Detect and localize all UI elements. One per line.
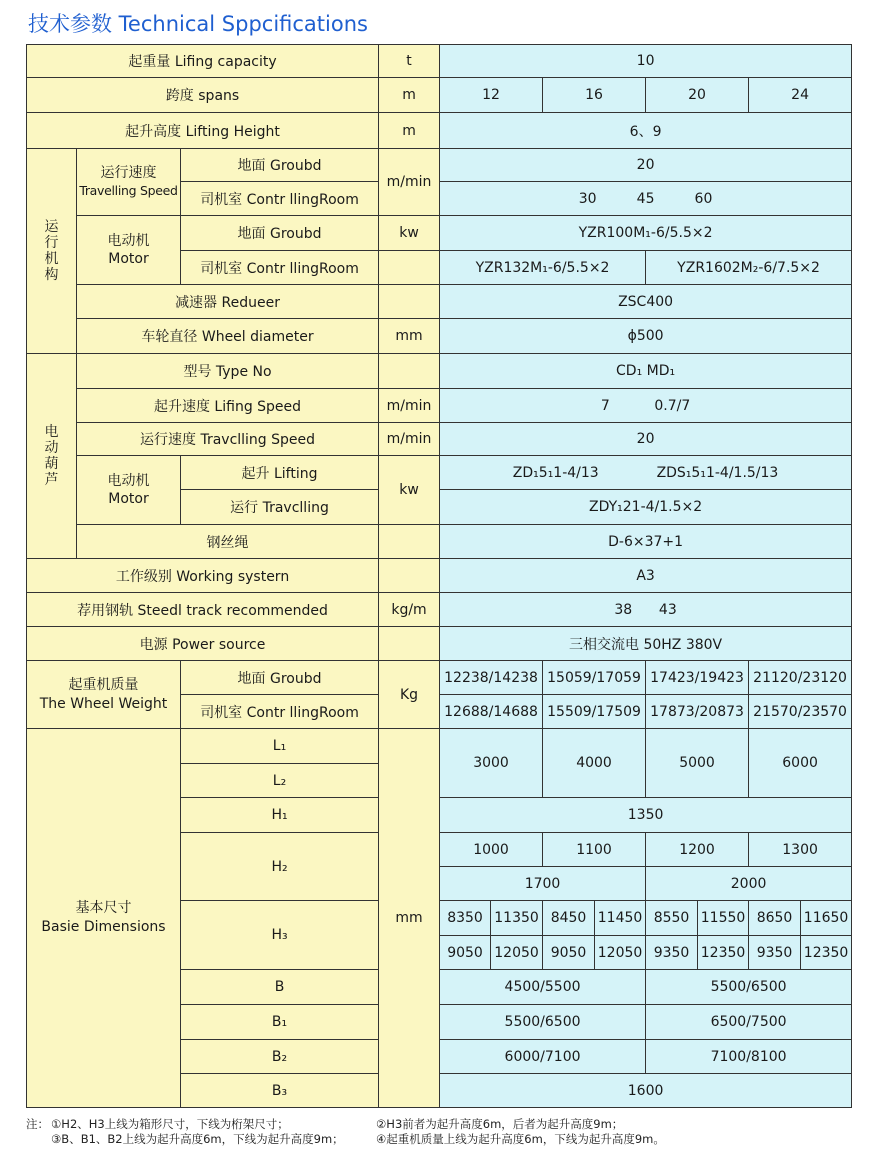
lift-speed-values: 7 0.7/7	[440, 389, 852, 423]
table-row	[27, 593, 852, 627]
weight-cabin-value: 21570/23570	[749, 695, 852, 729]
power-value: 三相交流电 50HZ 380V	[440, 627, 852, 661]
note-2: ②H3前者为起升高度6m，后者为起升高度9m；	[376, 1117, 624, 1131]
dim-B1-value: 5500/6500	[440, 1005, 646, 1040]
dim-L-value: 3000	[440, 729, 543, 798]
dim-H3-label: H₃	[181, 901, 379, 970]
table-row	[27, 78, 852, 113]
rail-label: 荐用钢轨 Steedl track recommended	[27, 593, 379, 627]
dim-L-value: 5000	[646, 729, 749, 798]
dim-L2-label: L₂	[181, 764, 379, 798]
ground-label: 地面 Groubd	[181, 149, 379, 182]
dim-H3-value: 9050	[440, 936, 491, 970]
rail-values: 38 43	[440, 593, 852, 627]
table-row	[27, 216, 852, 251]
dim-H3-value: 11650	[801, 901, 852, 936]
spans-unit: m	[379, 78, 440, 113]
rail-unit: kg/m	[379, 593, 440, 627]
dim-B-value: 4500/5500	[440, 970, 646, 1005]
capacity-label: 起重量 Lifing capacity	[27, 45, 379, 78]
travel-motor-cabin-value: YZR1602M₂-6/7.5×2	[646, 251, 852, 285]
travelling-label: 运行 Travclling	[181, 490, 379, 525]
dim-H2-value: 1000	[440, 833, 543, 867]
type-label: 型号 Type No	[77, 354, 379, 389]
dim-H3-value: 9350	[646, 936, 698, 970]
spans-label: 跨度 spans	[27, 78, 379, 113]
table-row	[27, 45, 852, 78]
reducer-label: 减速器 Redueer	[77, 285, 379, 319]
table-row	[27, 389, 852, 423]
hoist-motor-lifting-values: ZD₁5₁1-4/13 ZDS₁5₁1-4/1.5/13	[440, 456, 852, 490]
travel-motor-ground-value: YZR100M₁-6/5.5×2	[440, 216, 852, 251]
dim-H1-value: 1350	[440, 798, 852, 833]
dim-H3-value: 8350	[440, 901, 491, 936]
dim-H3-value: 11450	[595, 901, 646, 936]
hoist-motor-unit: kw	[379, 456, 440, 525]
table-row	[27, 525, 852, 559]
dim-B3-value: 1600	[440, 1074, 852, 1108]
power-label: 电源 Power source	[27, 627, 379, 661]
lifting-label: 起升 Lifting	[181, 456, 379, 490]
height-label: 起升高度 Lifting Height	[27, 113, 379, 149]
note-4: ④起重机质量上线为起升高度6m，下线为起升高度9m。	[376, 1132, 665, 1146]
dim-B2-label: B₂	[181, 1040, 379, 1074]
span-value: 16	[543, 78, 646, 113]
rope-label: 钢丝绳	[77, 525, 379, 559]
reducer-value: ZSC400	[440, 285, 852, 319]
weight-cabin-value: 15509/17509	[543, 695, 646, 729]
dim-H3-value: 12050	[595, 936, 646, 970]
table-row	[27, 149, 852, 182]
travel-speed-unit: m/min	[379, 149, 440, 216]
dim-L-value: 4000	[543, 729, 646, 798]
note-3: ③B、B1、B2上线为起升高度6m，下线为起升高度9m；	[51, 1132, 344, 1146]
work-class-value: A3	[440, 559, 852, 593]
type-value: CD₁ MD₁	[440, 354, 852, 389]
cabin-label: 司机室 Contr llingRoom	[181, 251, 379, 285]
hoist-motor-travelling-value: ZDY₁21-4/1.5×2	[440, 490, 852, 525]
wheel-unit: mm	[379, 319, 440, 354]
note-prefix: 注：	[26, 1117, 49, 1131]
table-row	[27, 423, 852, 456]
table-row	[27, 729, 852, 764]
dim-H3-value: 9050	[543, 936, 595, 970]
height-value: 6、9	[440, 113, 852, 149]
dims-unit: mm	[379, 729, 440, 1108]
dim-H3-value: 8650	[749, 901, 801, 936]
dimensions-label: 基本尺寸 Basie Dimensions	[27, 729, 181, 1108]
dim-H3-value: 8450	[543, 901, 595, 936]
work-class-label: 工作级别 Working systern	[27, 559, 379, 593]
span-value: 20	[646, 78, 749, 113]
travel-motor-cabin-value: YZR132M₁-6/5.5×2	[440, 251, 646, 285]
dim-B3-label: B₃	[181, 1074, 379, 1108]
dim-L1-label: L₁	[181, 729, 379, 764]
dim-B1-value: 6500/7500	[646, 1005, 852, 1040]
weight-ground-value: 21120/23120	[749, 661, 852, 695]
hoist-travel-speed-value: 20	[440, 423, 852, 456]
table-row	[27, 627, 852, 661]
dim-H3-value: 9350	[749, 936, 801, 970]
travel-motor-unit: kw	[379, 216, 440, 251]
lift-speed-unit: m/min	[379, 389, 440, 423]
height-unit: m	[379, 113, 440, 149]
ground-label: 地面 Groubd	[181, 661, 379, 695]
page-title: 技术参数 Technical Sppcifications	[28, 12, 368, 36]
capacity-unit: t	[379, 45, 440, 78]
table-row	[27, 559, 852, 593]
weight-ground-value: 15059/17059	[543, 661, 646, 695]
dim-B1-label: B₁	[181, 1005, 379, 1040]
dim-H2-value: 1300	[749, 833, 852, 867]
weight-ground-value: 12238/14238	[440, 661, 543, 695]
dim-H2-label: H₂	[181, 833, 379, 901]
dim-B2-value: 6000/7100	[440, 1040, 646, 1074]
hoist-motor-label: 电动机 Motor	[77, 456, 181, 525]
rope-value: D-6×37+1	[440, 525, 852, 559]
table-row	[27, 661, 852, 695]
lift-speed-label: 起升速度 Lifing Speed	[77, 389, 379, 423]
dim-H3-value: 12350	[801, 936, 852, 970]
dim-H1-label: H₁	[181, 798, 379, 833]
cabin-label: 司机室 Contr llingRoom	[181, 182, 379, 216]
dim-H3-value: 11350	[491, 901, 543, 936]
weight-cabin-value: 12688/14688	[440, 695, 543, 729]
span-value: 12	[440, 78, 543, 113]
wheel-label: 车轮直径 Wheel diameter	[77, 319, 379, 354]
travel-speed-ground-value: 20	[440, 149, 852, 182]
capacity-value: 10	[440, 45, 852, 78]
dim-B-label: B	[181, 970, 379, 1005]
wheel-value: ϕ500	[440, 319, 852, 354]
dim-H2-value-b: 2000	[646, 867, 852, 901]
dim-B2-value: 7100/8100	[646, 1040, 852, 1074]
ground-label: 地面 Groubd	[181, 216, 379, 251]
cabin-label: 司机室 Contr llingRoom	[181, 695, 379, 729]
note-1: ①H2、H3上线为箱形尺寸，下线为桁架尺寸；	[51, 1117, 289, 1131]
dim-B-value: 5500/6500	[646, 970, 852, 1005]
spec-table	[26, 44, 852, 1108]
travel-speed-cabin-values: 30 45 60	[440, 182, 852, 216]
table-row	[27, 354, 852, 389]
hoist-travel-speed-unit: m/min	[379, 423, 440, 456]
span-value: 24	[749, 78, 852, 113]
weight-cabin-value: 17873/20873	[646, 695, 749, 729]
dim-H2-value: 1100	[543, 833, 646, 867]
dim-H3-value: 12350	[698, 936, 749, 970]
table-row	[27, 285, 852, 319]
dim-H3-value: 8550	[646, 901, 698, 936]
dim-L-value: 6000	[749, 729, 852, 798]
travel-motor-label: 电动机 Motor	[77, 216, 181, 285]
dim-H2-value: 1200	[646, 833, 749, 867]
weight-ground-value: 17423/19423	[646, 661, 749, 695]
table-row	[27, 319, 852, 354]
hoist-group-label: 电动葫芦	[27, 354, 77, 559]
travel-speed-label: 运行速度 Travelling Speed	[77, 149, 181, 216]
travel-group-label: 运行机构	[27, 149, 77, 354]
table-row	[27, 113, 852, 149]
table-row	[27, 456, 852, 490]
hoist-travel-speed-label: 运行速度 Travclling Speed	[77, 423, 379, 456]
weight-label: 起重机质量 The Wheel Weight	[27, 661, 181, 729]
weight-unit: Kg	[379, 661, 440, 729]
dim-H3-value: 12050	[491, 936, 543, 970]
dim-H2-value-b: 1700	[440, 867, 646, 901]
dim-H3-value: 11550	[698, 901, 749, 936]
